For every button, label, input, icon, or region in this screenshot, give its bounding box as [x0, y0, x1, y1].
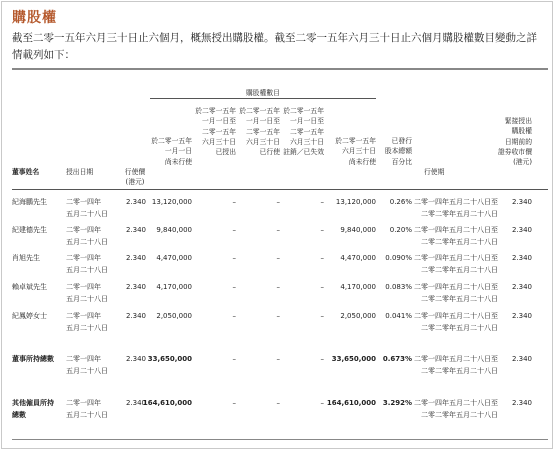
- header-closing: [492, 116, 532, 167]
- cell-grant-date-line: 五月二十八日: [66, 411, 108, 419]
- cell-lapsed: –: [320, 226, 324, 234]
- header-underline: [12, 189, 548, 190]
- cell-exercised: –: [276, 355, 280, 363]
- cell-granted: –: [232, 399, 236, 407]
- cell-exercise-period: [414, 224, 498, 248]
- cell-granted: –: [232, 198, 236, 206]
- header-col1: [146, 136, 192, 167]
- cell-lapsed: –: [320, 312, 324, 320]
- header-pct-line3: 百分比: [391, 157, 412, 166]
- cell-pct: 0.673%: [382, 355, 412, 363]
- header-col2: [190, 106, 236, 157]
- header-period: 行使期: [424, 168, 445, 176]
- header-closing-line3: 日期前的: [504, 137, 532, 146]
- cell-exercise-period-line: 二零一四年五月二十八日至: [414, 355, 498, 363]
- cell-exercise-period: [414, 196, 498, 220]
- cell-exercise-period-line: 二零一四年五月二十八日至: [414, 312, 498, 320]
- cell-exercise-period-line: 二零一四年五月二十八日至: [414, 283, 498, 291]
- cell-outstanding-end: 164,610,000: [326, 399, 376, 407]
- header-col4-line1: 於二零一五年: [283, 107, 324, 115]
- cell-director-line: 總數: [12, 411, 26, 419]
- cell-grant-date-line: 二零一四年: [66, 399, 101, 407]
- cell-lapsed: –: [320, 254, 324, 262]
- cell-grant-date-line: 二零一四年: [66, 226, 101, 234]
- cell-closing-price: 2.340: [511, 355, 532, 363]
- cell-lapsed: –: [320, 283, 324, 291]
- cell-exercise-period-line: 二零二零年五月二十八日: [421, 367, 498, 375]
- cell-price: 2.340: [125, 254, 146, 262]
- cell-granted: –: [232, 283, 236, 291]
- header-price-line2: (港元): [125, 178, 145, 187]
- cell-director-line: 紀海鵬先生: [12, 198, 47, 206]
- cell-outstanding-start: 33,650,000: [147, 355, 192, 363]
- cell-director: [12, 281, 66, 293]
- cell-pct: 0.20%: [389, 226, 412, 234]
- cell-granted: –: [232, 226, 236, 234]
- cell-outstanding-end: 2,050,000: [340, 312, 376, 320]
- header-col3: [236, 106, 280, 157]
- header-col5: [324, 136, 376, 167]
- cell-exercised: –: [276, 254, 280, 262]
- cell-director-line: 紀鳳婷女士: [12, 312, 47, 320]
- header-col1-line1: 於二零一五年: [151, 137, 192, 145]
- cell-price: 2.340: [125, 198, 146, 206]
- cell-granted: –: [232, 254, 236, 262]
- cell-pct: 0.041%: [385, 312, 412, 320]
- header-col2-line1: 於二零一五年: [195, 107, 236, 115]
- cell-closing-price: 2.340: [511, 283, 532, 291]
- group-header: 購股權數目: [246, 89, 280, 97]
- header-col5-line2: 六月三十日: [342, 147, 376, 156]
- cell-outstanding-end: 13,120,000: [335, 198, 376, 206]
- header-col3-line4: 六月三十日: [246, 137, 280, 146]
- cell-lapsed: –: [320, 355, 324, 363]
- cell-granted: –: [232, 355, 236, 363]
- header-col1-line3: 尚未行使: [164, 157, 192, 166]
- header-col4: [276, 106, 324, 157]
- cell-outstanding-start: 164,610,000: [142, 399, 192, 407]
- header-col3-line3: 二零一五年: [246, 127, 280, 136]
- cell-exercised: –: [276, 198, 280, 206]
- cell-exercised: –: [276, 283, 280, 291]
- cell-exercise-period-line: 二零二零年五月二十八日: [421, 266, 498, 274]
- header-pct: [380, 136, 412, 167]
- cell-exercised: –: [276, 312, 280, 320]
- cell-grant-date: [66, 353, 118, 377]
- cell-exercise-period-line: 二零一四年五月二十八日至: [414, 399, 498, 407]
- cell-outstanding-end: 33,650,000: [331, 355, 376, 363]
- cell-director-line: 紀建德先生: [12, 226, 47, 234]
- header-col1-line2: 一月一日: [164, 147, 192, 156]
- cell-grant-date-line: 五月二十八日: [66, 367, 108, 375]
- header-col3-line1: 於二零一五年: [239, 107, 280, 115]
- cell-grant-date: [66, 196, 118, 220]
- cell-exercised: –: [276, 399, 280, 407]
- group-header-underline: [150, 98, 376, 99]
- cell-grant-date-line: 五月二十八日: [66, 266, 108, 274]
- intro-paragraph: 截至二零一五年六月三十日止六個月，概無授出購股權。截至二零一五年六月三十日止六個月購股權數目變動之詳情載列如下：: [12, 32, 537, 61]
- cell-exercise-period-line: 二零一四年五月二十八日至: [414, 198, 498, 206]
- cell-price: 2.340: [125, 226, 146, 234]
- cell-exercise-period: [414, 252, 498, 276]
- cell-exercise-period-line: 二零一四年五月二十八日至: [414, 226, 498, 234]
- header-col2-line5: 已授出: [215, 148, 236, 157]
- cell-closing-price: 2.340: [511, 198, 532, 206]
- cell-price: 2.340: [125, 283, 146, 291]
- header-col2-line2: 一月一日至: [202, 117, 236, 126]
- cell-exercise-period: [414, 281, 498, 305]
- header-director: 董事姓名: [12, 168, 40, 176]
- cell-outstanding-start: 4,470,000: [156, 254, 192, 262]
- header-grant-date: 授出日期: [66, 168, 94, 176]
- cell-pct: 0.090%: [385, 254, 412, 262]
- cell-grant-date-line: 五月二十八日: [66, 295, 108, 303]
- cell-lapsed: –: [320, 399, 324, 407]
- cell-exercise-period-line: 二零二零年五月二十八日: [421, 238, 498, 246]
- cell-granted: –: [232, 312, 236, 320]
- cell-grant-date-line: 五月二十八日: [66, 238, 108, 246]
- cell-director: [12, 252, 66, 264]
- cell-outstanding-start: 2,050,000: [156, 312, 192, 320]
- cell-exercise-period-line: 二零二零年五月二十八日: [421, 411, 498, 419]
- cell-pct: 0.083%: [385, 283, 412, 291]
- cell-director-line: 董事所持總數: [12, 355, 54, 363]
- header-closing-line5: (港元): [513, 158, 532, 167]
- cell-grant-date: [66, 281, 118, 305]
- cell-director: [12, 310, 66, 322]
- cell-exercise-period: [414, 353, 498, 377]
- page-title: 購股權: [12, 10, 57, 26]
- cell-grant-date-line: 五月二十八日: [66, 324, 108, 332]
- cell-grant-date-line: 二零一四年: [66, 198, 101, 206]
- cell-closing-price: 2.340: [511, 226, 532, 234]
- header-col5-line1: 於二零一五年: [335, 137, 376, 145]
- cell-director-line: 賴卓斌先生: [12, 283, 47, 291]
- cell-price: 2.340: [125, 312, 146, 320]
- cell-pct: 0.26%: [389, 198, 412, 206]
- cell-director-line: 肖旭先生: [12, 254, 40, 262]
- header-pct-line2: 股本總額: [384, 147, 412, 156]
- cell-grant-date: [66, 224, 118, 248]
- cell-closing-price: 2.340: [511, 254, 532, 262]
- header-col4-line3: 二零一五年: [290, 127, 324, 136]
- header-col4-line4: 六月三十日: [290, 137, 324, 146]
- cell-grant-date-line: 二零一四年: [66, 254, 101, 262]
- cell-director: [12, 224, 66, 236]
- cell-grant-date-line: 二零一四年: [66, 283, 101, 291]
- header-col2-line4: 六月三十日: [202, 137, 236, 146]
- cell-grant-date-line: 二零一四年: [66, 355, 101, 363]
- cell-price: 2.340: [125, 399, 146, 407]
- cell-grant-date: [66, 310, 118, 334]
- cell-grant-date-line: 二零一四年: [66, 312, 101, 320]
- cell-director: [12, 353, 66, 365]
- top-rule: [12, 68, 548, 70]
- cell-pct: 3.292%: [382, 399, 412, 407]
- cell-grant-date: [66, 397, 118, 421]
- cell-price: 2.340: [125, 355, 146, 363]
- cell-director: [12, 397, 66, 421]
- cell-outstanding-end: 4,170,000: [340, 283, 376, 291]
- header-closing-line1: 緊接授出: [504, 117, 532, 125]
- bottom-rule: [12, 439, 548, 440]
- cell-outstanding-start: 4,170,000: [156, 283, 192, 291]
- header-col3-line5: 已行使: [259, 148, 280, 157]
- header-col2-line3: 二零一五年: [202, 127, 236, 136]
- header-closing-line2: 購股權: [511, 127, 532, 136]
- cell-lapsed: –: [320, 198, 324, 206]
- cell-outstanding-start: 9,840,000: [156, 226, 192, 234]
- cell-exercise-period-line: 二零一四年五月二十八日至: [414, 254, 498, 262]
- cell-exercise-period: [414, 397, 498, 421]
- cell-outstanding-end: 4,470,000: [340, 254, 376, 262]
- header-price-line1: 行使價: [124, 168, 146, 176]
- header-col4-line5: 註銷／已失效: [283, 148, 324, 157]
- header-col5-line3: 尚未行使: [348, 157, 376, 166]
- cell-exercise-period-line: 二零二零年五月二十八日: [421, 324, 498, 332]
- cell-outstanding-start: 13,120,000: [151, 198, 192, 206]
- cell-exercise-period-line: 二零二零年五月二十八日: [421, 210, 498, 218]
- cell-closing-price: 2.340: [511, 399, 532, 407]
- header-col3-line2: 一月一日至: [246, 117, 280, 126]
- cell-outstanding-end: 9,840,000: [340, 226, 376, 234]
- cell-exercised: –: [276, 226, 280, 234]
- cell-director-line: 其他僱員所持: [12, 399, 54, 407]
- cell-exercise-period: [414, 310, 498, 334]
- header-col4-line2: 一月一日至: [290, 117, 324, 126]
- cell-exercise-period-line: 二零二零年五月二十八日: [421, 295, 498, 303]
- cell-director: [12, 196, 66, 208]
- cell-grant-date-line: 五月二十八日: [66, 210, 108, 218]
- header-closing-line4: 證券收市價: [498, 147, 532, 156]
- header-price: [120, 167, 150, 188]
- cell-closing-price: 2.340: [511, 312, 532, 320]
- cell-grant-date: [66, 252, 118, 276]
- header-pct-line1: 已發行: [391, 137, 412, 145]
